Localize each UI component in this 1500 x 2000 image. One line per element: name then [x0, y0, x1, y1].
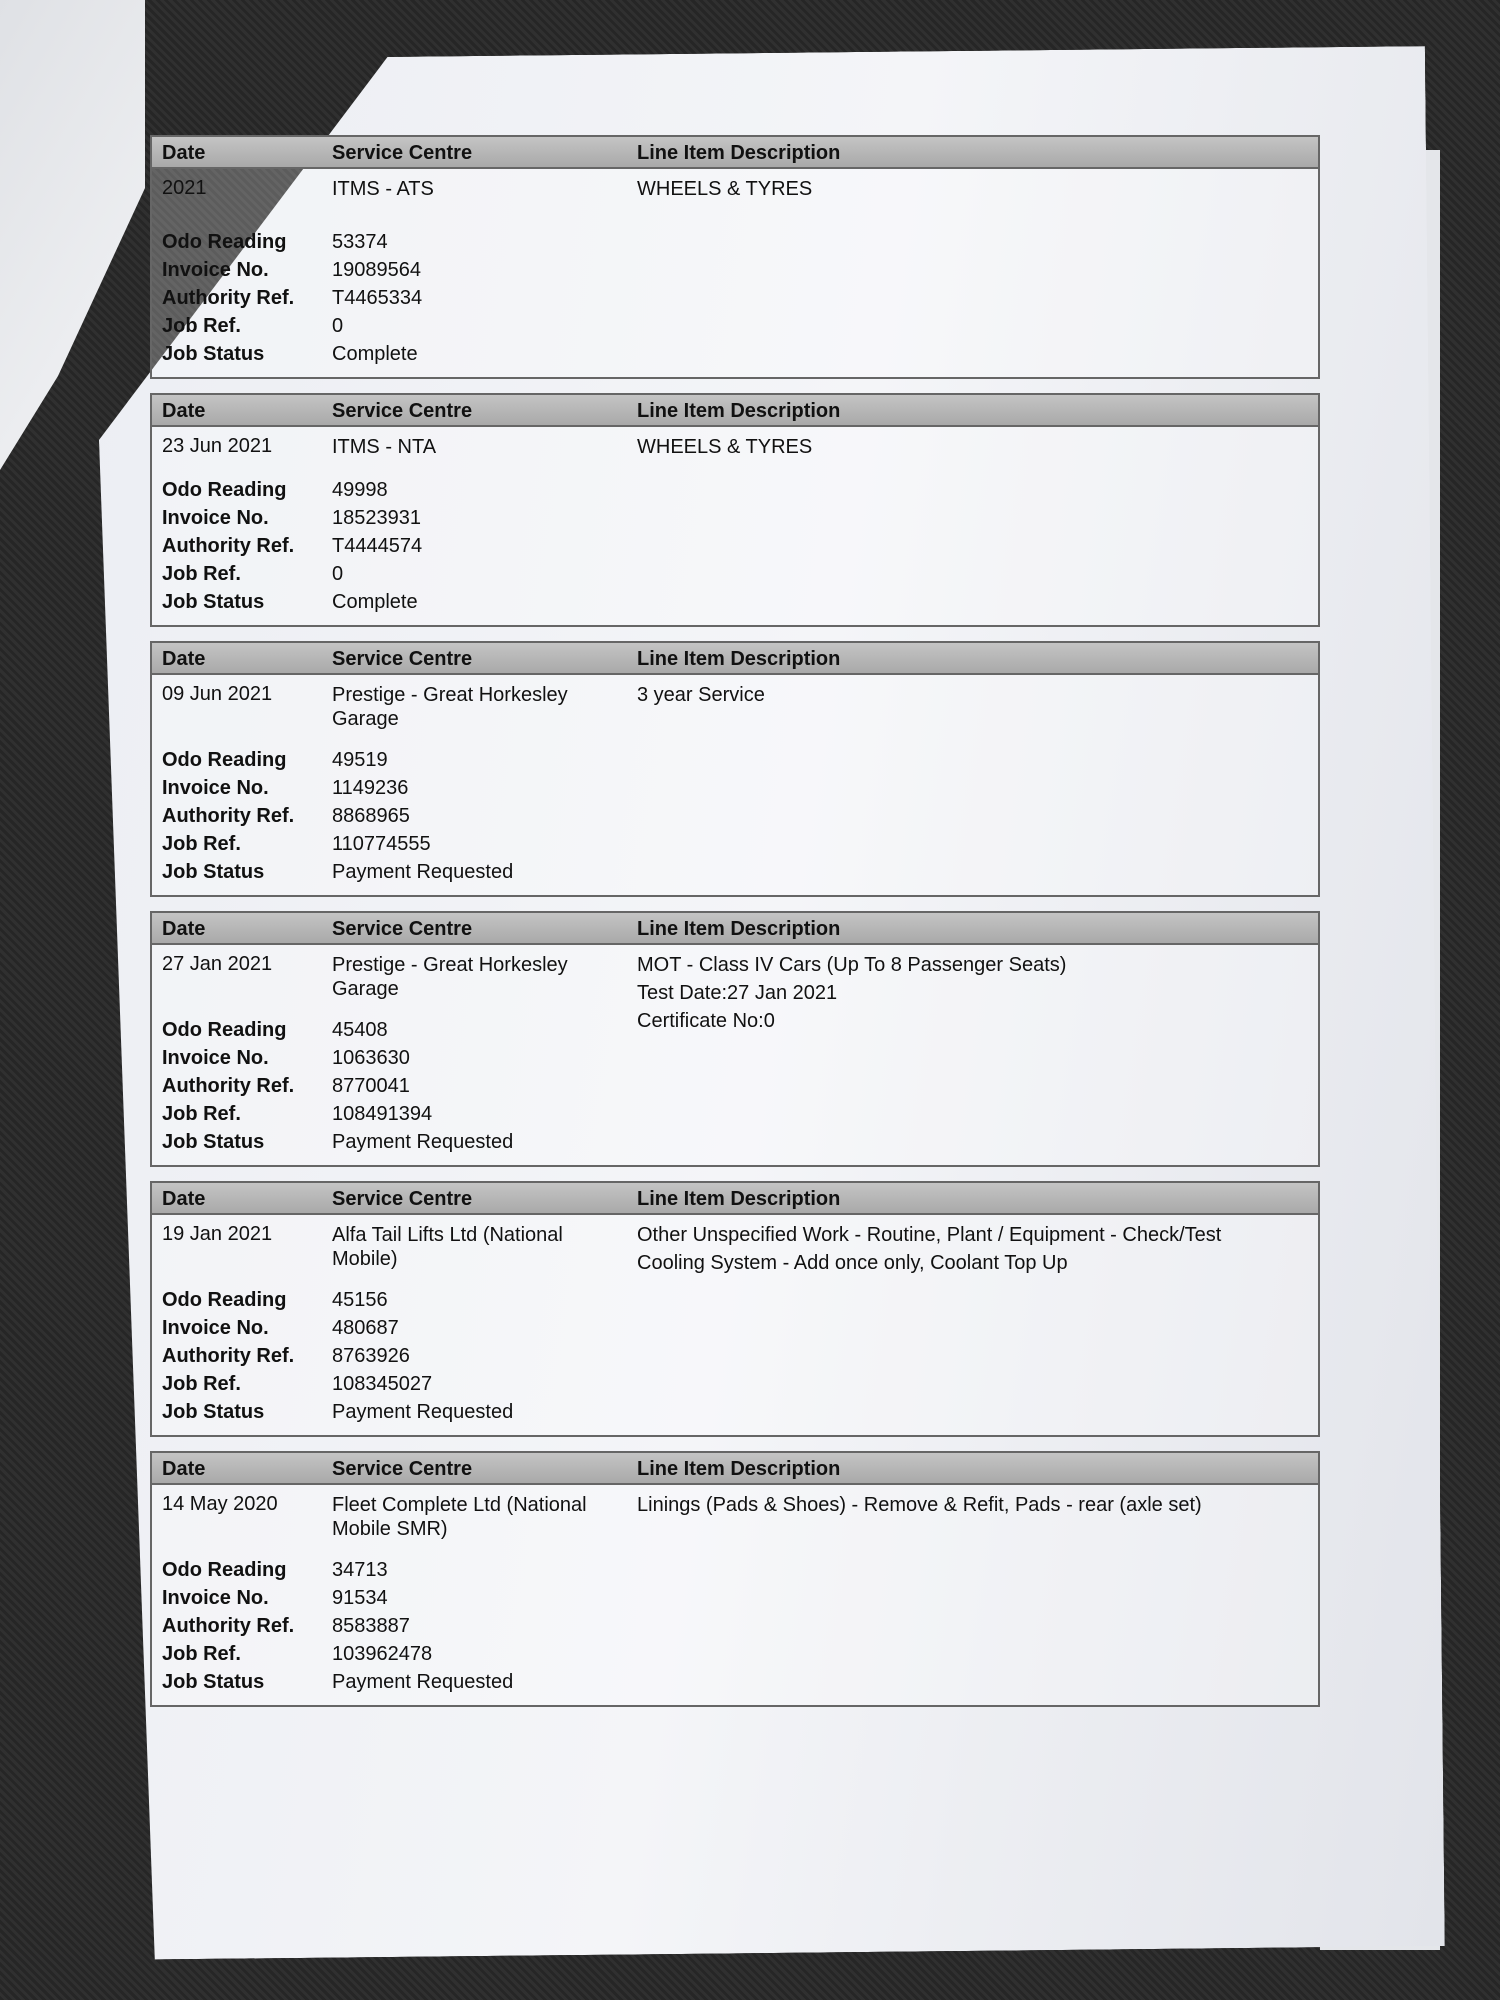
line-item-description: Test Date:27 Jan 2021: [637, 982, 838, 1004]
record-service-centre: Prestige - Great Horkesley Garage: [332, 684, 568, 730]
record-date: 23 Jun 2021: [162, 435, 273, 457]
invoice-label: Invoice No.: [162, 777, 269, 799]
invoice-label: Invoice No.: [162, 1317, 269, 1339]
record-service-centre: Alfa Tail Lifts Ltd (National Mobile): [332, 1224, 563, 1270]
job-ref-row: [152, 1103, 1318, 1131]
job-ref-row: [152, 1373, 1318, 1401]
job-status-value: Complete: [332, 343, 418, 365]
service-record: [150, 911, 1320, 1167]
job-status-row: [152, 591, 1318, 619]
date-header: Date: [162, 1188, 206, 1210]
job-ref-value: 108491394: [332, 1103, 433, 1125]
record-header: [152, 137, 1318, 169]
job-status-value: Complete: [332, 591, 418, 613]
job-ref-label: Job Ref.: [162, 315, 241, 337]
job-ref-row: [152, 833, 1318, 861]
line-item-description: WHEELS & TYRES: [637, 436, 813, 458]
invoice-row: [152, 1047, 1318, 1075]
odo-row: [152, 231, 1318, 259]
invoice-value: 1149236: [332, 777, 409, 799]
record-date: 27 Jan 2021: [162, 953, 273, 975]
authority-label: Authority Ref.: [162, 1615, 295, 1637]
service-centre-header: Service Centre: [332, 1188, 473, 1210]
service-centre-header: Service Centre: [332, 142, 473, 164]
authority-label: Authority Ref.: [162, 287, 295, 309]
odo-label: Odo Reading: [162, 231, 287, 253]
job-status-value: Payment Requested: [332, 1401, 514, 1423]
odo-value: 49998: [332, 479, 388, 501]
service-centre-header: Service Centre: [332, 648, 473, 670]
authority-row: [152, 287, 1318, 315]
job-status-value: Payment Requested: [332, 1131, 514, 1153]
invoice-row: [152, 777, 1318, 805]
invoice-label: Invoice No.: [162, 1587, 269, 1609]
odo-value: 49519: [332, 749, 388, 771]
authority-label: Authority Ref.: [162, 1345, 295, 1367]
service-record: [150, 1451, 1320, 1707]
line-item-description: Certificate No:0: [637, 1010, 775, 1032]
job-ref-label: Job Ref.: [162, 1103, 241, 1125]
line-item-header: Line Item Description: [637, 918, 841, 940]
odo-label: Odo Reading: [162, 479, 287, 501]
authority-row: [152, 1615, 1318, 1643]
line-item-description: 3 year Service: [637, 684, 765, 706]
odo-value: 45156: [332, 1289, 388, 1311]
record-descriptions: [637, 1223, 1277, 1279]
date-header: Date: [162, 400, 206, 422]
service-centre-header: Service Centre: [332, 400, 473, 422]
job-status-value: Payment Requested: [332, 861, 514, 883]
line-item-header: Line Item Description: [637, 142, 841, 164]
record-descriptions: [637, 177, 1277, 205]
service-record: [150, 393, 1320, 627]
line-item-header: Line Item Description: [637, 1188, 841, 1210]
job-status-row: [152, 1671, 1318, 1699]
invoice-value: 18523931: [332, 507, 421, 529]
odo-row: [152, 1289, 1318, 1317]
job-status-label: Job Status: [162, 861, 265, 883]
service-centre-header: Service Centre: [332, 918, 473, 940]
invoice-label: Invoice No.: [162, 1047, 269, 1069]
odo-row: [152, 479, 1318, 507]
job-ref-label: Job Ref.: [162, 563, 241, 585]
record-header: [152, 1453, 1318, 1485]
job-status-label: Job Status: [162, 1401, 265, 1423]
line-item-description: Linings (Pads & Shoes) - Remove & Refit, Pads - rear (axle set): [637, 1494, 1202, 1516]
invoice-row: [152, 507, 1318, 535]
line-item-description: MOT - Class IV Cars (Up To 8 Passenger Seats): [637, 954, 1067, 976]
job-ref-value: 103962478: [332, 1643, 433, 1665]
authority-value: 8763926: [332, 1345, 410, 1367]
job-ref-row: [152, 1643, 1318, 1671]
job-status-row: [152, 1401, 1318, 1429]
line-item-description: Other Unspecified Work - Routine, Plant / Equipment - Check/Test: [637, 1224, 1222, 1246]
job-status-label: Job Status: [162, 1671, 265, 1693]
service-record: [150, 1181, 1320, 1437]
odo-value: 34713: [332, 1559, 388, 1581]
date-header: Date: [162, 918, 206, 940]
date-header: Date: [162, 648, 206, 670]
invoice-value: 91534: [332, 1587, 388, 1609]
odo-label: Odo Reading: [162, 1559, 287, 1581]
line-item-description: WHEELS & TYRES: [637, 178, 813, 200]
record-date: 2021: [162, 177, 207, 199]
job-status-value: Payment Requested: [332, 1671, 514, 1693]
record-service-centre: Prestige - Great Horkesley Garage: [332, 954, 568, 1000]
job-status-row: [152, 861, 1318, 889]
line-item-header: Line Item Description: [637, 1458, 841, 1480]
job-ref-label: Job Ref.: [162, 833, 241, 855]
authority-row: [152, 1345, 1318, 1373]
job-status-row: [152, 1131, 1318, 1159]
authority-label: Authority Ref.: [162, 1075, 295, 1097]
odo-row: [152, 1019, 1318, 1047]
date-header: Date: [162, 1458, 206, 1480]
service-record: [150, 135, 1320, 379]
invoice-label: Invoice No.: [162, 259, 269, 281]
job-ref-row: [152, 315, 1318, 343]
job-ref-value: 110774555: [332, 833, 431, 855]
record-date: 14 May 2020: [162, 1493, 278, 1515]
record-header: [152, 1183, 1318, 1215]
odo-row: [152, 749, 1318, 777]
record-date: 09 Jun 2021: [162, 683, 273, 705]
job-ref-label: Job Ref.: [162, 1643, 241, 1665]
authority-value: T4465334: [332, 287, 423, 309]
authority-label: Authority Ref.: [162, 535, 295, 557]
record-descriptions: [637, 683, 1277, 711]
invoice-value: 1063630: [332, 1047, 410, 1069]
line-item-header: Line Item Description: [637, 648, 841, 670]
service-record: [150, 641, 1320, 897]
odo-value: 45408: [332, 1019, 388, 1041]
odo-label: Odo Reading: [162, 749, 287, 771]
record-date: 19 Jan 2021: [162, 1223, 273, 1245]
odo-value: 53374: [332, 231, 388, 253]
record-service-centre: ITMS - NTA: [332, 436, 437, 458]
authority-row: [152, 1075, 1318, 1103]
invoice-row: [152, 259, 1318, 287]
odo-row: [152, 1559, 1318, 1587]
job-status-label: Job Status: [162, 1131, 265, 1153]
authority-value: 8868965: [332, 805, 410, 827]
line-item-header: Line Item Description: [637, 400, 841, 422]
authority-value: 8583887: [332, 1615, 410, 1637]
service-centre-header: Service Centre: [332, 1458, 473, 1480]
record-service-centre: ITMS - ATS: [332, 178, 434, 200]
service-history-list: [150, 135, 1320, 1721]
record-header: [152, 395, 1318, 427]
authority-value: 8770041: [332, 1075, 410, 1097]
date-header: Date: [162, 142, 206, 164]
invoice-row: [152, 1587, 1318, 1615]
record-descriptions: [637, 435, 1277, 463]
record-header: [152, 643, 1318, 675]
line-item-description: Cooling System - Add once only, Coolant Top Up: [637, 1252, 1068, 1274]
job-ref-value: 0: [332, 563, 344, 585]
job-ref-value: 108345027: [332, 1373, 433, 1395]
authority-label: Authority Ref.: [162, 805, 295, 827]
record-header: [152, 913, 1318, 945]
invoice-row: [152, 1317, 1318, 1345]
job-status-row: [152, 343, 1318, 371]
authority-row: [152, 805, 1318, 833]
odo-label: Odo Reading: [162, 1019, 287, 1041]
authority-value: T4444574: [332, 535, 423, 557]
job-ref-label: Job Ref.: [162, 1373, 241, 1395]
record-descriptions: [637, 1493, 1277, 1521]
invoice-label: Invoice No.: [162, 507, 269, 529]
record-service-centre: Fleet Complete Ltd (National Mobile SMR): [332, 1494, 587, 1540]
invoice-value: 19089564: [332, 259, 421, 281]
invoice-value: 480687: [332, 1317, 399, 1339]
job-status-label: Job Status: [162, 591, 265, 613]
job-ref-row: [152, 563, 1318, 591]
authority-row: [152, 535, 1318, 563]
job-status-label: Job Status: [162, 343, 265, 365]
job-ref-value: 0: [332, 315, 344, 337]
odo-label: Odo Reading: [162, 1289, 287, 1311]
